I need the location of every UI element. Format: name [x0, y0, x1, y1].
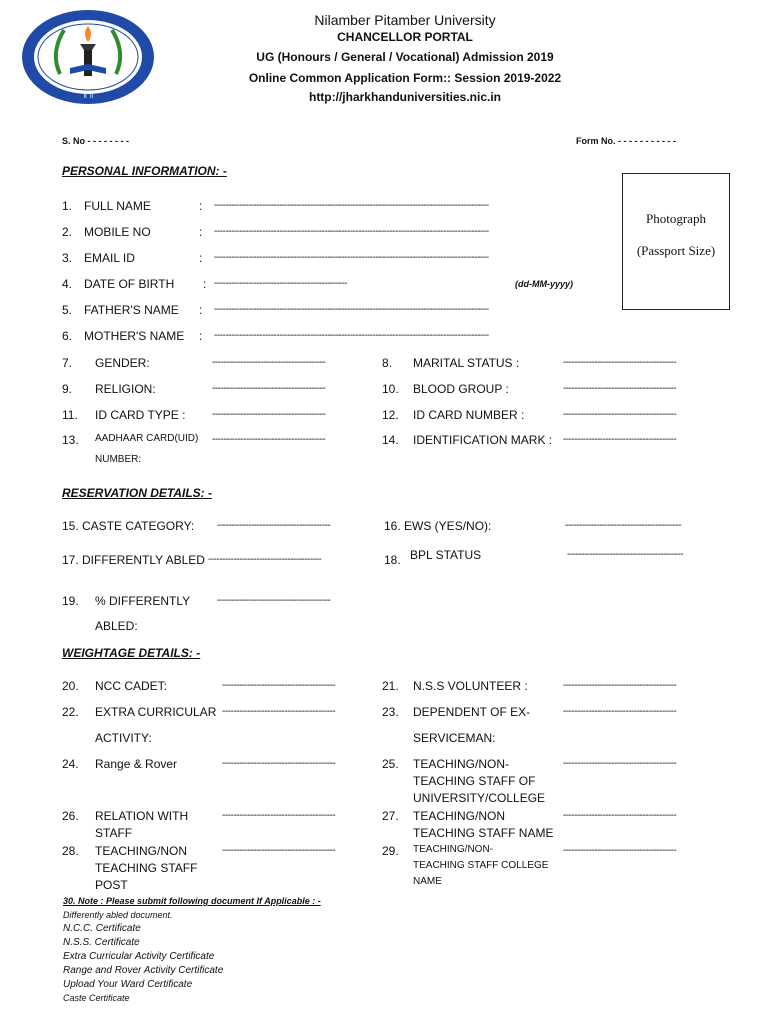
field-number: 23. [382, 705, 399, 719]
father-name-label: FATHER'S NAME [84, 303, 179, 317]
field-number: 10. [382, 382, 399, 396]
university-seal [20, 8, 156, 106]
bpl-status-label: BPL STATUS [410, 548, 482, 562]
range-rover-label: Range & Rover [95, 757, 178, 771]
nss-volunteer-label: N.S.S VOLUNTEER : [413, 679, 528, 693]
photo-box[interactable] [622, 173, 730, 310]
caste-category-field[interactable]: ---------------------------------------- [217, 520, 331, 531]
marital-status-field[interactable]: ---------------------------------------- [563, 357, 677, 368]
colon: : [199, 303, 203, 317]
gender-field[interactable]: ---------------------------------------- [212, 357, 326, 368]
staff-university-label-cont: TEACHING STAFF OF [413, 774, 536, 788]
colon: : [199, 199, 203, 213]
percent-differently-label: % DIFFERENTLY [95, 594, 191, 608]
field-number: 29. [382, 844, 399, 858]
dob-field[interactable]: ----------------------------------------------- [214, 278, 348, 289]
percent-differently-abled-field[interactable]: ---------------------------------------- [217, 595, 331, 606]
aadhaar-label: AADHAAR CARD(UID) [95, 433, 199, 444]
mother-name-field[interactable]: ------------------------------------------------------------------------------------------------- [214, 330, 489, 341]
field-number: 1. [62, 199, 73, 213]
identification-mark-field[interactable]: ---------------------------------------- [563, 434, 677, 445]
id-card-number-field[interactable]: ---------------------------------------- [563, 409, 677, 420]
portal-title: CHANCELLOR PORTAL [337, 30, 473, 44]
blood-group-label: BLOOD GROUP : [413, 382, 509, 396]
field-number: 6. [62, 329, 73, 343]
field-number: 18. [384, 553, 401, 567]
field-number: 7. [62, 356, 73, 370]
blood-group-field[interactable]: ---------------------------------------- [563, 383, 677, 394]
field-number: 25. [382, 757, 399, 771]
staff-university-label: TEACHING/NON- [413, 757, 509, 771]
staff-university-field[interactable]: ---------------------------------------- [563, 758, 677, 769]
field-number: 9. [62, 382, 73, 396]
id-card-number-label: ID CARD NUMBER : [413, 408, 525, 422]
full-name-label: FULL NAME [84, 199, 151, 213]
field-number: 14. [382, 433, 399, 447]
caste-category-label: 15. CASTE CATEGORY: [62, 519, 195, 533]
extra-curricular-label: EXTRA CURRICULAR [95, 705, 217, 719]
staff-college-field[interactable]: ---------------------------------------- [563, 845, 677, 856]
staff-post-label-cont2: POST [95, 878, 128, 892]
staff-college-label: TEACHING/NON- [413, 844, 493, 855]
form-title: Online Common Application Form:: Session 2019-2022 [248, 71, 562, 85]
field-number: 27. [382, 809, 399, 823]
note-heading: 30. Note : Please submit following document If Applicable : - [63, 896, 321, 906]
personal-heading: PERSONAL INFORMATION: - [62, 164, 227, 178]
field-number: 20. [62, 679, 79, 693]
field-number: 11. [62, 408, 78, 422]
colon: : [203, 277, 207, 291]
field-number: 4. [62, 277, 73, 291]
email-label: EMAIL ID [84, 251, 135, 265]
id-card-type-label: ID CARD TYPE : [95, 408, 186, 422]
reservation-heading: RESERVATION DETAILS: - [62, 486, 212, 500]
ews-label: 16. EWS (YES/NO): [384, 519, 492, 533]
nss-volunteer-field[interactable]: ---------------------------------------- [563, 680, 677, 691]
aadhaar-label-cont: NUMBER: [95, 454, 142, 465]
field-number: 28. [62, 844, 79, 858]
dob-label: DATE OF BIRTH [84, 277, 175, 291]
field-number: 19. [62, 594, 79, 608]
differently-abled-label: 17. DIFFERENTLY ABLED [62, 553, 205, 567]
field-number: 22. [62, 705, 79, 719]
staff-name-label: TEACHING/NON [413, 809, 506, 823]
extra-curricular-label-cont: ACTIVITY: [95, 731, 152, 745]
bpl-status-field[interactable]: ----------------------------------------- [567, 549, 684, 560]
note-item: Caste Certificate [63, 993, 130, 1003]
religion-field[interactable]: ---------------------------------------- [212, 383, 326, 394]
ex-serviceman-label-cont: SERVICEMAN: [413, 731, 496, 745]
aadhaar-field[interactable]: ---------------------------------------- [212, 434, 326, 445]
form-number: Form No. - - - - - - - - - - - [576, 136, 676, 146]
serial-number: S. No - - - - - - - - [62, 136, 129, 146]
staff-post-label-cont: TEACHING STAFF [95, 861, 198, 875]
note-item: Range and Rover Activity Certificate [63, 965, 224, 976]
dob-format-hint: (dd-MM-yyyy) [515, 279, 573, 289]
mobile-label: MOBILE NO [84, 225, 151, 239]
field-number: 2. [62, 225, 73, 239]
university-name: Nilamber Pitamber University [314, 12, 496, 28]
field-number: 3. [62, 251, 73, 265]
portal-url[interactable]: http://jharkhanduniversities.nic.in [308, 90, 502, 104]
staff-college-label-cont2: NAME [413, 876, 442, 887]
note-item: N.S.S. Certificate [63, 937, 140, 948]
mobile-field[interactable]: ------------------------------------------------------------------------------------------------- [214, 226, 489, 237]
gender-label: GENDER: [95, 356, 150, 370]
staff-name-label-cont: TEACHING STAFF NAME [413, 826, 554, 840]
staff-name-field[interactable]: ---------------------------------------- [563, 810, 677, 821]
staff-post-label: TEACHING/NON [95, 844, 188, 858]
relation-staff-label: RELATION WITH [95, 809, 189, 823]
note-item: Differently abled document. [63, 910, 173, 920]
field-number: 13. [62, 433, 79, 447]
ncc-cadet-field[interactable]: ---------------------------------------- [222, 680, 336, 691]
ex-serviceman-label: DEPENDENT OF EX- [413, 705, 531, 719]
staff-college-label-cont: TEACHING STAFF COLLEGE [413, 860, 549, 871]
note-item: Upload Your Ward Certificate [63, 979, 193, 990]
ews-field[interactable]: ----------------------------------------- [565, 520, 682, 531]
field-number: 21. [382, 679, 399, 693]
ex-serviceman-field[interactable]: ---------------------------------------- [563, 706, 677, 717]
admission-title: UG (Honours / General / Vocational) Admission 2019 [256, 50, 554, 64]
staff-post-field[interactable]: ---------------------------------------- [222, 845, 336, 856]
full-name-field[interactable]: ------------------------------------------------------------------------------------------------- [214, 200, 489, 211]
relation-staff-label-cont: STAFF [95, 826, 133, 840]
colon: : [199, 225, 203, 239]
email-field[interactable]: ------------------------------------------------------------------------------------------------- [214, 252, 489, 263]
staff-university-label-cont2: UNIVERSITY/COLLEGE [413, 791, 546, 805]
note-item: N.C.C. Certificate [63, 923, 141, 934]
father-name-field[interactable]: ------------------------------------------------------------------------------------------------- [214, 304, 489, 315]
photo-label: Photograph [646, 211, 706, 226]
relation-staff-field[interactable]: ---------------------------------------- [222, 810, 336, 821]
ncc-cadet-label: NCC CADET: [95, 679, 168, 693]
extra-curricular-field[interactable]: ---------------------------------------- [222, 706, 336, 717]
field-number: 8. [382, 356, 393, 370]
field-number: 24. [62, 757, 79, 771]
colon: : [199, 251, 203, 265]
field-number: 26. [62, 809, 79, 823]
field-number: 5. [62, 303, 73, 317]
percent-abled-label: ABLED: [95, 619, 138, 633]
religion-label: RELIGION: [95, 382, 156, 396]
weightage-heading: WEIGHTAGE DETAILS: - [62, 646, 201, 660]
range-rover-field[interactable]: ---------------------------------------- [222, 758, 336, 769]
note-item: Extra Curricular Activity Certificate [63, 951, 215, 962]
differently-abled-field[interactable]: ---------------------------------------- [208, 554, 322, 565]
id-card-type-field[interactable]: ---------------------------------------- [212, 409, 326, 420]
identification-mark-label: IDENTIFICATION MARK : [413, 433, 553, 447]
photo-size-label: (Passport Size) [636, 243, 716, 258]
mother-name-label: MOTHER'S NAME [84, 329, 185, 343]
field-number: 12. [382, 408, 399, 422]
colon: : [199, 329, 203, 343]
svg-text:॥ ॥: ॥ ॥ [82, 92, 94, 100]
marital-status-label: MARITAL STATUS : [413, 356, 520, 370]
